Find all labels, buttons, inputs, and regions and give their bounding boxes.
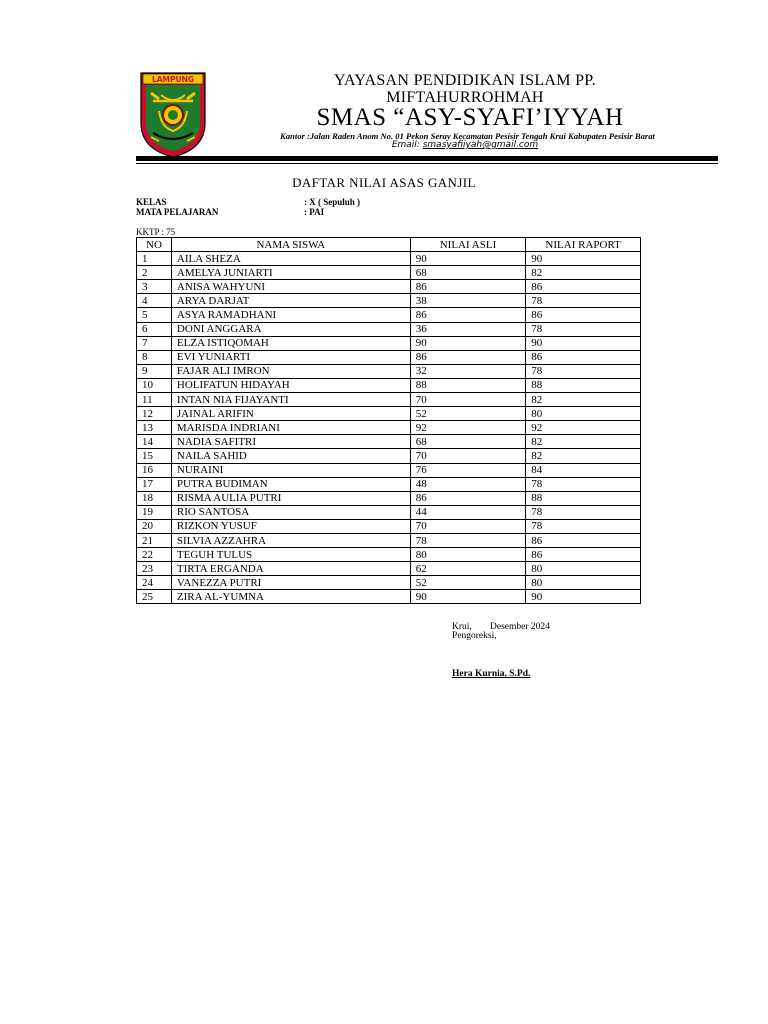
cell-no: 1: [137, 252, 172, 266]
table-row: [137, 576, 641, 590]
cell-nilai-raport: 84: [526, 463, 641, 477]
table-row: [137, 378, 641, 392]
sign-role: Pengoreksi,: [452, 631, 497, 641]
cell-nilai-raport: 88: [526, 378, 641, 392]
cell-nilai-asli: 68: [410, 435, 526, 449]
col-header-no: NO: [137, 238, 172, 252]
cell-name: MARISDA INDRIANI: [171, 421, 410, 435]
table-row: [137, 435, 641, 449]
cell-nilai-raport: 78: [526, 294, 641, 308]
cell-no: 9: [137, 364, 172, 378]
table-row: [137, 519, 641, 533]
cell-nilai-asli: 88: [410, 378, 526, 392]
cell-nilai-raport: 78: [526, 364, 641, 378]
cell-nilai-asli: 68: [410, 266, 526, 280]
cell-nilai-raport: 88: [526, 491, 641, 505]
sign-place: Krui,: [452, 622, 472, 632]
table-row: [137, 533, 641, 547]
cell-nilai-asli: 38: [410, 294, 526, 308]
cell-nilai-asli: 70: [410, 519, 526, 533]
email-label: Email:: [391, 140, 420, 150]
cell-name: RISMA AULIA PUTRI: [171, 491, 410, 505]
cell-nilai-asli: 86: [410, 491, 526, 505]
cell-nilai-raport: 78: [526, 505, 641, 519]
cell-no: 18: [137, 491, 172, 505]
cell-no: 11: [137, 393, 172, 407]
cell-nilai-asli: 32: [410, 364, 526, 378]
table-row: [137, 491, 641, 505]
cell-nilai-raport: 78: [526, 322, 641, 336]
cell-name: ELZA ISTIQOMAH: [171, 336, 410, 350]
cell-no: 13: [137, 421, 172, 435]
kelas-value: : X ( Sepuluh ): [304, 197, 361, 207]
cell-nilai-asli: 48: [410, 477, 526, 491]
table-row: [137, 266, 641, 280]
cell-nilai-asli: 70: [410, 449, 526, 463]
cell-nilai-raport: 92: [526, 421, 641, 435]
table-row: [137, 364, 641, 378]
cell-name: DONI ANGGARA: [171, 322, 410, 336]
table-row: [137, 308, 641, 322]
cell-name: VANEZZA PUTRI: [171, 576, 410, 590]
col-header-name: NAMA SISWA: [171, 238, 410, 252]
table-row: [137, 505, 641, 519]
cell-no: 7: [137, 336, 172, 350]
cell-name: FAJAR ALI IMRON: [171, 364, 410, 378]
table-row: [137, 477, 641, 491]
email-link[interactable]: smasyafiiyah@gmail.com: [422, 140, 539, 150]
cell-name: ARYA DARJAT: [171, 294, 410, 308]
cell-name: TIRTA ERGANDA: [171, 562, 410, 576]
cell-nilai-asli: 62: [410, 562, 526, 576]
table-row: [137, 562, 641, 576]
table-header-row: [137, 238, 641, 252]
table-row: [137, 322, 641, 336]
foundation-line-1: YAYASAN PENDIDIKAN ISLAM PP.: [333, 72, 597, 89]
kelas-label: KELAS: [136, 197, 167, 207]
table-row: [137, 548, 641, 562]
cell-nilai-raport: 86: [526, 280, 641, 294]
cell-nilai-asli: 86: [410, 280, 526, 294]
cell-no: 23: [137, 562, 172, 576]
cell-nilai-asli: 86: [410, 350, 526, 364]
school-name: SMAS “ASY-SYAFI’IYYAH: [316, 104, 624, 131]
cell-nilai-raport: 82: [526, 449, 641, 463]
cell-nilai-asli: 90: [410, 252, 526, 266]
cell-name: ZIRA AL-YUMNA: [171, 590, 410, 604]
cell-nilai-asli: 52: [410, 576, 526, 590]
cell-no: 8: [137, 350, 172, 364]
table-row: [137, 294, 641, 308]
header-divider-thick: [136, 156, 718, 161]
cell-name: PUTRA BUDIMAN: [171, 477, 410, 491]
cell-nilai-raport: 80: [526, 576, 641, 590]
cell-nilai-raport: 82: [526, 393, 641, 407]
cell-name: RIO SANTOSA: [171, 505, 410, 519]
cell-nilai-asli: 44: [410, 505, 526, 519]
cell-nilai-asli: 80: [410, 548, 526, 562]
foundation-line-2: MIFTAHURROHMAH: [386, 89, 544, 106]
cell-name: AILA SHEZA: [171, 252, 410, 266]
cell-name: ASYA RAMADHANI: [171, 308, 410, 322]
cell-nilai-asli: 90: [410, 336, 526, 350]
cell-no: 20: [137, 519, 172, 533]
cell-nilai-raport: 80: [526, 407, 641, 421]
cell-no: 4: [137, 294, 172, 308]
cell-no: 5: [137, 308, 172, 322]
cell-nilai-asli: 86: [410, 308, 526, 322]
school-address: Kantor :Jalan Raden Anom No. 01 Pekon Seray Kecamatan Pesisir Tengah Krui Kabupaten Pesisir Barat: [280, 131, 655, 141]
cell-nilai-raport: 82: [526, 435, 641, 449]
cell-name: JAINAL ARIFIN: [171, 407, 410, 421]
logo-banner-text: LAMPUNG: [151, 75, 195, 84]
table-row: [137, 421, 641, 435]
table-row: [137, 590, 641, 604]
cell-no: 10: [137, 378, 172, 392]
cell-nilai-asli: 90: [410, 590, 526, 604]
kktp-label: KKTP : 75: [136, 227, 176, 237]
mapel-label: MATA PELAJARAN: [136, 207, 219, 217]
cell-name: NURAINI: [171, 463, 410, 477]
table-row: [137, 407, 641, 421]
cell-nilai-raport: 86: [526, 548, 641, 562]
cell-nilai-asli: 52: [410, 407, 526, 421]
cell-nilai-asli: 70: [410, 393, 526, 407]
cell-no: 3: [137, 280, 172, 294]
table-row: [137, 393, 641, 407]
cell-name: TEGUH TULUS: [171, 548, 410, 562]
cell-no: 2: [137, 266, 172, 280]
grades-table-body: [137, 252, 641, 604]
col-header-nilai-raport: NILAI RAPORT: [526, 238, 641, 252]
cell-nilai-raport: 78: [526, 519, 641, 533]
cell-nilai-asli: 92: [410, 421, 526, 435]
cell-nilai-raport: 90: [526, 252, 641, 266]
cell-no: 16: [137, 463, 172, 477]
cell-nilai-raport: 86: [526, 350, 641, 364]
table-row: [137, 252, 641, 266]
cell-no: 15: [137, 449, 172, 463]
cell-name: EVI YUNIARTI: [171, 350, 410, 364]
cell-nilai-asli: 78: [410, 533, 526, 547]
sign-name: Hera Kurnia, S.Pd.: [452, 669, 531, 679]
table-row: [137, 463, 641, 477]
cell-nilai-asli: 36: [410, 322, 526, 336]
school-email: [300, 140, 630, 150]
cell-name: HOLIFATUN HIDAYAH: [171, 378, 410, 392]
mapel-value: : PAI: [304, 207, 325, 217]
cell-nilai-asli: 76: [410, 463, 526, 477]
cell-no: 25: [137, 590, 172, 604]
table-row: [137, 449, 641, 463]
table-row: [137, 336, 641, 350]
col-header-nilai-asli: NILAI ASLI: [410, 238, 526, 252]
cell-nilai-raport: 86: [526, 308, 641, 322]
cell-name: SILVIA AZZAHRA: [171, 533, 410, 547]
cell-nilai-raport: 78: [526, 477, 641, 491]
cell-name: NADIA SAFITRI: [171, 435, 410, 449]
lampung-emblem-logo: [137, 71, 209, 159]
cell-no: 19: [137, 505, 172, 519]
cell-nilai-raport: 80: [526, 562, 641, 576]
cell-name: ANISA WAHYUNI: [171, 280, 410, 294]
cell-no: 22: [137, 548, 172, 562]
cell-name: RIZKON YUSUF: [171, 519, 410, 533]
cell-no: 14: [137, 435, 172, 449]
cell-no: 12: [137, 407, 172, 421]
table-row: [137, 280, 641, 294]
sign-date: Desember 2024: [490, 622, 550, 632]
cell-nilai-raport: 86: [526, 533, 641, 547]
document-title: DAFTAR NILAI ASAS GANJIL: [292, 175, 476, 190]
cell-name: AMELYA JUNIARTI: [171, 266, 410, 280]
cell-no: 17: [137, 477, 172, 491]
cell-no: 21: [137, 533, 172, 547]
cell-name: INTAN NIA FIJAYANTI: [171, 393, 410, 407]
cell-nilai-raport: 82: [526, 266, 641, 280]
cell-no: 6: [137, 322, 172, 336]
cell-name: NAILA SAHID: [171, 449, 410, 463]
header-divider-thin: [136, 163, 718, 164]
table-row: [137, 350, 641, 364]
foundation-name: [270, 72, 660, 106]
cell-nilai-raport: 90: [526, 336, 641, 350]
cell-no: 24: [137, 576, 172, 590]
cell-nilai-raport: 90: [526, 590, 641, 604]
grades-table: [136, 237, 641, 604]
